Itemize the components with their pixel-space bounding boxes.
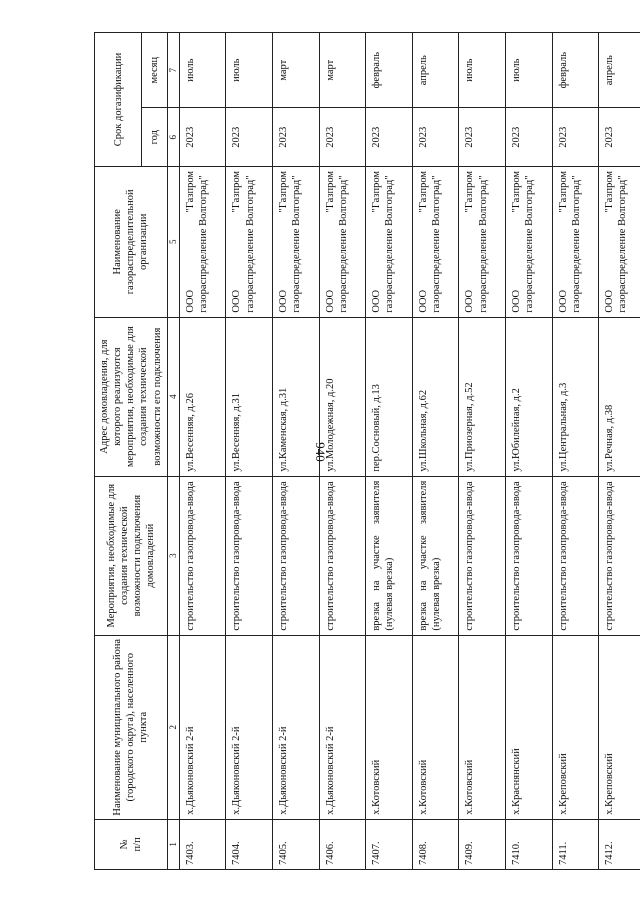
address-text: ул.Весенняя, д.26	[179, 317, 226, 476]
month-value: июль	[506, 33, 553, 108]
row-number: 7411.	[552, 819, 599, 869]
address-text: ул.Приозерная, д.52	[459, 317, 506, 476]
row-number: 7409.	[459, 819, 506, 869]
settlement-name: х.Дьяконовский 2-й	[273, 635, 320, 819]
measure-text: строительство газопровода-ввода	[552, 476, 599, 635]
header-month: месяц	[142, 33, 167, 108]
header-measures: Мероприятия, необходимые для создания технической возможности подключения домовладений	[95, 476, 168, 635]
year-value: 2023	[506, 108, 553, 167]
year-value: 2023	[552, 108, 599, 167]
year-value: 2023	[412, 108, 459, 167]
month-value: июль	[179, 33, 226, 108]
header-district: Наименование муниципального района (городского округа), населенного пункта	[95, 635, 168, 819]
address-text: ул.Каменская, д.31	[273, 317, 320, 476]
settlement-name: х.Котовский	[412, 635, 459, 819]
address-text: ул.Центральная, д.3	[552, 317, 599, 476]
measure-text: строительство газопровода-ввода	[319, 476, 366, 635]
column-number-row	[167, 33, 179, 870]
measure-text: строительство газопровода-ввода	[459, 476, 506, 635]
row-number: 7405.	[273, 819, 320, 869]
table-row	[273, 33, 320, 870]
organization-name: ООО "Газпром газораспределение Волгоград"	[459, 166, 506, 317]
organization-name: ООО "Газпром газораспределение Волгоград"	[273, 166, 320, 317]
table-row	[506, 33, 553, 870]
measure-text: врезка на участке заявителя (нулевая врезка)	[366, 476, 413, 635]
row-number: 7412.	[599, 819, 640, 869]
row-number: 7404.	[226, 819, 273, 869]
month-value: июль	[459, 33, 506, 108]
address-text: ул.Весенняя, д.31	[226, 317, 273, 476]
header-term: Срок догазификации	[95, 33, 142, 167]
month-value: март	[273, 33, 320, 108]
page-number: 940	[313, 442, 328, 462]
month-value: июль	[226, 33, 273, 108]
settlement-name: х.Креповский	[552, 635, 599, 819]
settlement-name: х.Краснянский	[506, 635, 553, 819]
gasification-table	[94, 32, 640, 870]
settlement-name: х.Дьяконовский 2-й	[226, 635, 273, 819]
table-row	[319, 33, 366, 870]
header-number: № п/п	[95, 819, 168, 869]
table-row	[412, 33, 459, 870]
address-text: ул.Молодежная, д.20	[319, 317, 366, 476]
month-value: февраль	[366, 33, 413, 108]
organization-name: ООО "Газпром газораспределение Волгоград"	[599, 166, 640, 317]
column-number: 6	[167, 108, 179, 167]
year-value: 2023	[273, 108, 320, 167]
settlement-name: х.Дьяконовский 2-й	[319, 635, 366, 819]
year-value: 2023	[459, 108, 506, 167]
column-number: 7	[167, 33, 179, 108]
column-number: 1	[167, 819, 179, 869]
row-number: 7407.	[366, 819, 413, 869]
year-value: 2023	[226, 108, 273, 167]
row-number: 7403.	[179, 819, 226, 869]
rotated-table-container	[94, 32, 629, 870]
address-text: пер.Сосновый, д.13	[366, 317, 413, 476]
table-row	[179, 33, 226, 870]
column-number: 2	[167, 635, 179, 819]
month-value: февраль	[552, 33, 599, 108]
row-number: 7410.	[506, 819, 553, 869]
address-text: ул.Юбилейная, д.2	[506, 317, 553, 476]
table-row	[226, 33, 273, 870]
month-value: апрель	[599, 33, 640, 108]
column-number: 3	[167, 476, 179, 635]
table-row	[366, 33, 413, 870]
header-year: год	[142, 108, 167, 167]
measure-text: врезка на участке заявителя (нулевая врезка)	[412, 476, 459, 635]
organization-name: ООО "Газпром газораспределение Волгоград"	[226, 166, 273, 317]
table-row	[552, 33, 599, 870]
organization-name: ООО "Газпром газораспределение Волгоград"	[366, 166, 413, 317]
column-number: 5	[167, 166, 179, 317]
header-address: Адрес домовладения, для которого реализуются мероприятия, необходимые для создания технической возможности его подключения	[95, 317, 168, 476]
settlement-name: х.Креповский	[599, 635, 640, 819]
settlement-name: х.Котовский	[459, 635, 506, 819]
organization-name: ООО "Газпром газораспределение Волгоград"	[319, 166, 366, 317]
year-value: 2023	[179, 108, 226, 167]
table-row	[599, 33, 640, 870]
table-row	[459, 33, 506, 870]
organization-name: ООО "Газпром газораспределение Волгоград"	[412, 166, 459, 317]
measure-text: строительство газопровода-ввода	[273, 476, 320, 635]
address-text: ул.Школьная, д.62	[412, 317, 459, 476]
organization-name: ООО "Газпром газораспределение Волгоград"	[552, 166, 599, 317]
year-value: 2023	[319, 108, 366, 167]
address-text: ул.Речная, д.38	[599, 317, 640, 476]
row-number: 7406.	[319, 819, 366, 869]
column-number: 4	[167, 317, 179, 476]
organization-name: ООО "Газпром газораспределение Волгоград"	[179, 166, 226, 317]
measure-text: строительство газопровода-ввода	[506, 476, 553, 635]
year-value: 2023	[599, 108, 640, 167]
organization-name: ООО "Газпром газораспределение Волгоград"	[506, 166, 553, 317]
measure-text: строительство газопровода-ввода	[226, 476, 273, 635]
measure-text: строительство газопровода-ввода	[599, 476, 640, 635]
header-organization: Наименование газораспределительной организации	[95, 166, 168, 317]
settlement-name: х.Котовский	[366, 635, 413, 819]
year-value: 2023	[366, 108, 413, 167]
month-value: апрель	[412, 33, 459, 108]
month-value: март	[319, 33, 366, 108]
measure-text: строительство газопровода-ввода	[179, 476, 226, 635]
row-number: 7408.	[412, 819, 459, 869]
settlement-name: х.Дьяконовский 2-й	[179, 635, 226, 819]
